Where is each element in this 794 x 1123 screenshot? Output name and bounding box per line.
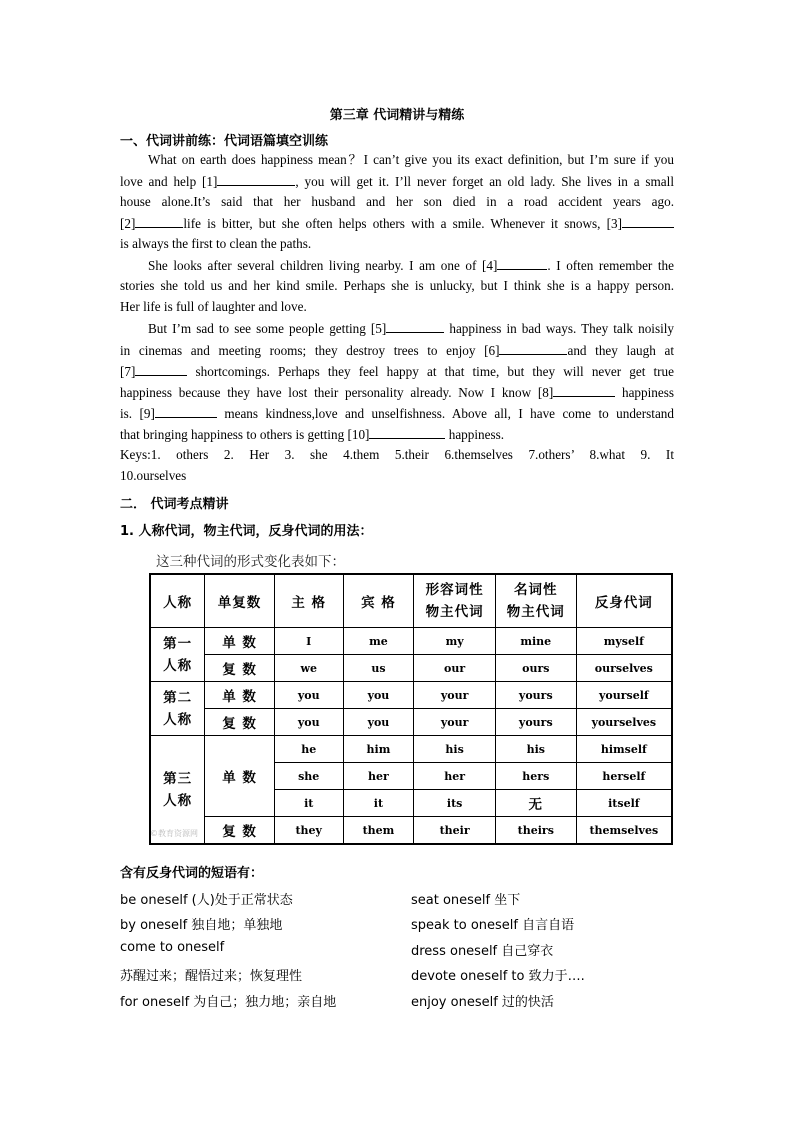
number-label: 复 数 <box>205 817 275 845</box>
number-label: 复 数 <box>205 655 275 682</box>
table-cell: himself <box>576 736 672 763</box>
table-cell: hers <box>495 763 576 790</box>
blank-2 <box>135 215 183 228</box>
passage-line: Her life is full of laughter and love. <box>120 299 307 314</box>
table-cell: it <box>274 790 343 817</box>
answer-keys: Keys:1. others 2. Her 3. she 4.them 5.their 6.themselves 7.others’ 8.what 9. It <box>120 447 674 462</box>
table-cell: our <box>414 655 496 682</box>
table-cell: myself <box>576 628 672 655</box>
number-label: 复 数 <box>205 709 275 736</box>
table-cell: you <box>274 709 343 736</box>
table-cell: they <box>274 817 343 845</box>
header-person: 人称 <box>150 574 205 628</box>
table-cell: him <box>343 736 414 763</box>
table-row <box>150 628 672 655</box>
phrase-item: come to oneself <box>120 940 225 955</box>
table-cell: I <box>274 628 343 655</box>
phrase-item: be oneself (人)处于正常状态 <box>120 893 293 908</box>
table-cell: 无 <box>495 790 576 817</box>
table-caption: 这三种代词的形式变化表如下： <box>156 554 345 570</box>
phrase-item: devote oneself to 致力于…. <box>411 969 585 984</box>
passage-line: What on earth does happiness mean？I can’t give you its exact definition, but I’m sure if you <box>148 152 674 167</box>
blank-5 <box>386 320 444 333</box>
table-cell: its <box>414 790 496 817</box>
passage-line: stories she told us and her kind smile. Perhaps she is unlucky, but I think she is a happy person. <box>120 278 674 293</box>
header-reflexive: 反身代词 <box>576 574 672 628</box>
header-noun-possessive: 名词性 物主代词 <box>495 574 576 628</box>
table-cell: you <box>343 682 414 709</box>
blank-6 <box>499 342 567 355</box>
table-row <box>150 709 672 736</box>
passage-line: is always the first to clean the paths. <box>120 236 312 251</box>
table-row <box>150 682 672 709</box>
table-row <box>150 736 672 763</box>
answer-keys-cont: 10.ourselves <box>120 468 187 483</box>
passage-line: in cinemas and meeting rooms; they destroy trees to enjoy [6] and they laugh at <box>120 343 674 358</box>
watermark: ©教育资源网 <box>150 829 198 838</box>
passage-line: is. [9] means kindness,love and unselfishness. Above all, I have come to understand <box>120 406 674 421</box>
person-first: 第一 人称 <box>150 628 205 682</box>
table-row <box>150 817 672 845</box>
table-cell: me <box>343 628 414 655</box>
passage-line: love and help [1] , you will get it. I’ll never forget an old lady. She lives in a small <box>120 174 674 189</box>
table-cell: his <box>414 736 496 763</box>
table-cell: ourselves <box>576 655 672 682</box>
passage-line: She looks after several children living nearby. I am one of [4] . I often remember the <box>148 258 674 273</box>
blank-7 <box>135 363 187 376</box>
page-title: 第三章 代词精讲与精练 <box>329 108 465 123</box>
passage-line: house alone.It’s said that her husband and her son died in a road accident years ago. <box>120 194 674 209</box>
table-cell: he <box>274 736 343 763</box>
phrases-heading: 含有反身代词的短语有： <box>120 866 264 881</box>
phrase-item: seat oneself 坐下 <box>411 893 521 908</box>
phrase-item: for oneself 为自己；独力地；亲自地 <box>120 995 337 1010</box>
passage-line: that bringing happiness to others is getting [10] happiness. <box>120 427 505 442</box>
table-cell: it <box>343 790 414 817</box>
table-cell: theirs <box>495 817 576 845</box>
table-cell: she <box>274 763 343 790</box>
phrase-item: speak to oneself 自言自语 <box>411 918 575 933</box>
blank-10 <box>369 426 445 439</box>
table-cell: them <box>343 817 414 845</box>
passage-line: [7] shortcomings. Perhaps they feel happy at that time, but they will never get true <box>120 364 674 379</box>
table-row <box>150 655 672 682</box>
person-third: 第三 人称 <box>150 736 205 845</box>
passage-line: But I’m sad to see some people getting [5] happiness in bad ways. They talk noisily <box>148 321 675 336</box>
table-cell: themselves <box>576 817 672 845</box>
header-number: 单复数 <box>205 574 275 628</box>
table-cell: my <box>414 628 496 655</box>
table-header-row <box>150 574 672 628</box>
table-cell: ours <box>495 655 576 682</box>
table-cell: yours <box>495 682 576 709</box>
point-1-heading: 1. 人称代词，物主代词，反身代词的用法： <box>120 524 373 539</box>
number-label: 单 数 <box>205 628 275 655</box>
section2-heading: 二． 代词考点精讲 <box>120 497 229 512</box>
phrase-item: by oneself 独自地；单独地 <box>120 918 283 933</box>
number-label: 单 数 <box>205 682 275 709</box>
table-cell: us <box>343 655 414 682</box>
passage-line: happiness because they have lost their personality already. Now I know [8] happiness <box>120 385 674 400</box>
section1-heading: 一、代词讲前练：代词语篇填空训练 <box>120 134 329 149</box>
phrase-item: enjoy oneself 过的快活 <box>411 995 554 1010</box>
table-cell: yourself <box>576 682 672 709</box>
phrase-item: dress oneself 自己穿衣 <box>411 944 554 959</box>
pronoun-table <box>149 573 673 845</box>
table-cell: herself <box>576 763 672 790</box>
table-cell: his <box>495 736 576 763</box>
table-cell: their <box>414 817 496 845</box>
blank-4 <box>497 257 547 270</box>
number-label: 单 数 <box>205 736 275 817</box>
header-adj-possessive: 形容词性 物主代词 <box>414 574 496 628</box>
table-cell: her <box>414 763 496 790</box>
blank-1 <box>217 173 295 186</box>
blank-9 <box>155 405 217 418</box>
table-cell: you <box>343 709 414 736</box>
phrase-item: 苏醒过来；醒悟过来；恢复理性 <box>120 969 303 984</box>
person-second: 第二 人称 <box>150 682 205 736</box>
blank-3 <box>622 215 674 228</box>
table-cell: her <box>343 763 414 790</box>
table-cell: your <box>414 682 496 709</box>
header-subject: 主 格 <box>274 574 343 628</box>
blank-8 <box>553 384 615 397</box>
table-cell: mine <box>495 628 576 655</box>
passage-line: [2] life is bitter, but she often helps others with a smile. Whenever it snows, [3] <box>120 215 674 232</box>
header-object: 宾 格 <box>343 574 414 628</box>
table-cell: itself <box>576 790 672 817</box>
table-cell: we <box>274 655 343 682</box>
table-cell: you <box>274 682 343 709</box>
table-cell: yours <box>495 709 576 736</box>
table-cell: yourselves <box>576 709 672 736</box>
table-cell: your <box>414 709 496 736</box>
